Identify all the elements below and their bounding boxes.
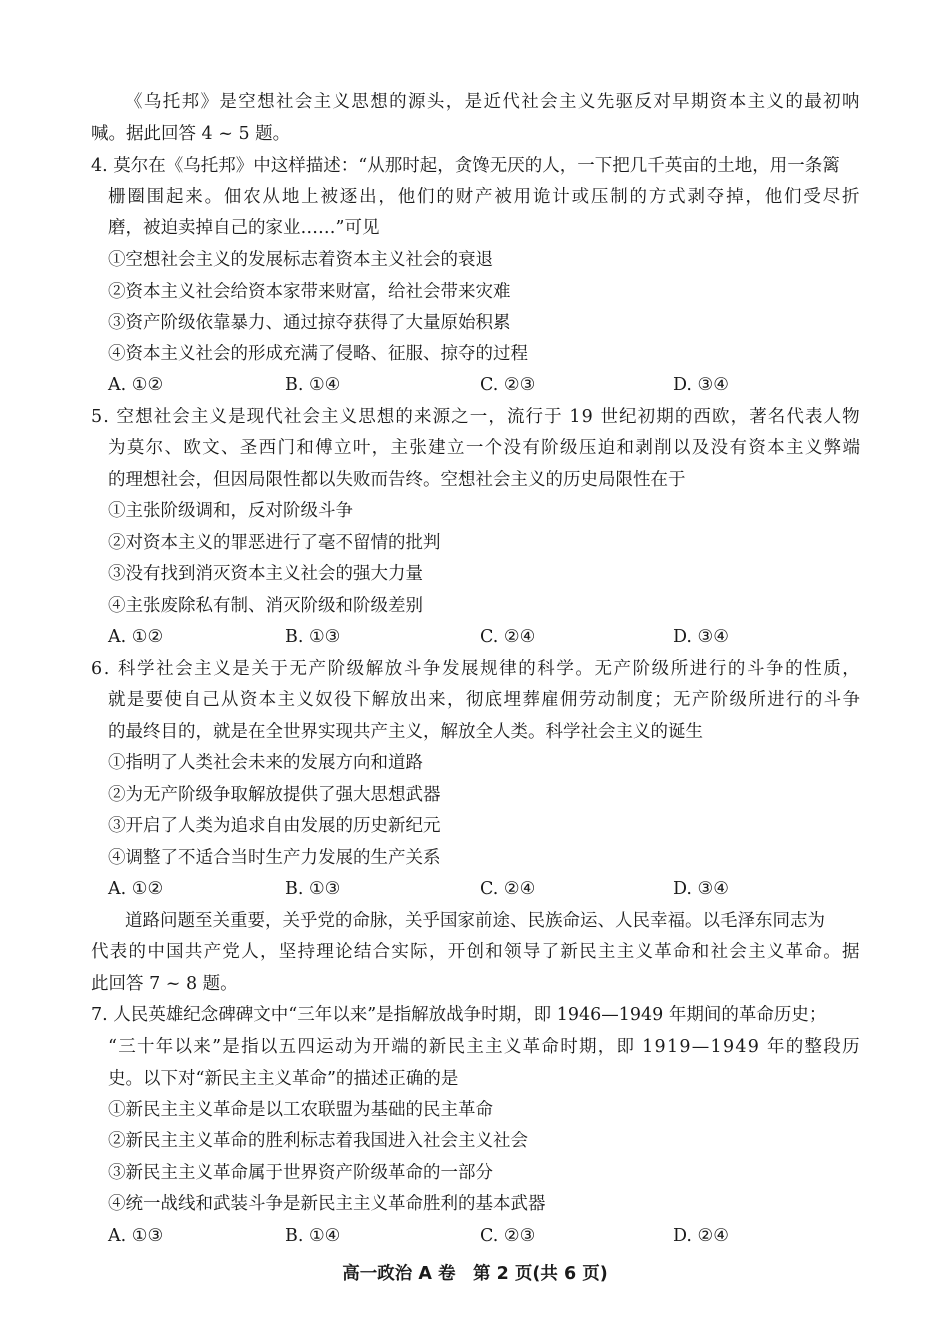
passage-7-8-line-2: 代表的中国共产党人，坚持理论结合实际，开创和领导了新民主主义革命和社会主义革命。据 bbox=[91, 942, 861, 962]
passage-4-5-line-1: 《乌托邦》是空想社会主义思想的源头，是近代社会主义先驱反对早期资本主义的最初呐 bbox=[125, 92, 861, 112]
q7-item-2: ②新民主主义革命的胜利标志着我国进入社会主义社会 bbox=[108, 1131, 528, 1151]
q5-item-1: ①主张阶级调和，反对阶级斗争 bbox=[108, 501, 353, 521]
q4-option-a: A. ①② bbox=[108, 375, 164, 395]
q6-item-3: ③开启了人类为追求自由发展的历史新纪元 bbox=[108, 816, 441, 836]
q6-options bbox=[0, 878, 950, 900]
passage-4-5-line-2: 喊。据此回答 4 ~ 5 题。 bbox=[91, 124, 291, 144]
q7-options bbox=[0, 1225, 950, 1247]
q4-item-1: ①空想社会主义的发展标志着资本主义社会的衰退 bbox=[108, 250, 493, 270]
q6-stem-line-1: 6. 科学社会主义是关于无产阶级解放斗争发展规律的科学。无产阶级所进行的斗争的性质， bbox=[91, 659, 862, 679]
q7-option-a: A. ①③ bbox=[108, 1226, 164, 1246]
q6-stem-line-2: 就是要使自己从资本主义奴役下解放出来，彻底埋葬雇佣劳动制度；无产阶级所进行的斗争 bbox=[108, 690, 862, 710]
q4-options bbox=[0, 374, 950, 396]
q4-stem-line-1: 4. 莫尔在《乌托邦》中这样描述：“从那时起，贪馋无厌的人，一下把几千英亩的土地，用一条篱 bbox=[91, 156, 840, 176]
q5-item-2: ②对资本主义的罪恶进行了毫不留情的批判 bbox=[108, 533, 441, 553]
q4-option-b: B. ①④ bbox=[285, 375, 341, 395]
q5-stem-line-2: 为莫尔、欧文、圣西门和傅立叶，主张建立一个没有阶级压迫和剥削以及没有资本主义弊端 bbox=[108, 438, 862, 458]
q7-option-d: D. ②④ bbox=[673, 1226, 729, 1246]
q4-item-4: ④资本主义社会的形成充满了侵略、征服、掠夺的过程 bbox=[108, 344, 528, 364]
q7-item-3: ③新民主主义革命属于世界资产阶级革命的一部分 bbox=[108, 1163, 493, 1183]
q7-option-c: C. ②③ bbox=[480, 1226, 536, 1246]
q7-option-b: B. ①④ bbox=[285, 1226, 341, 1246]
q5-option-c: C. ②④ bbox=[480, 627, 536, 647]
q4-option-c: C. ②③ bbox=[480, 375, 536, 395]
q5-options bbox=[0, 626, 950, 648]
q6-item-2: ②为无产阶级争取解放提供了强大思想武器 bbox=[108, 785, 441, 805]
q6-item-4: ④调整了不适合当时生产力发展的生产关系 bbox=[108, 848, 441, 868]
q6-option-a: A. ①② bbox=[108, 879, 164, 899]
q6-option-c: C. ②④ bbox=[480, 879, 536, 899]
q5-stem-line-3: 的理想社会，但因局限性都以失败而告终。空想社会主义的历史局限性在于 bbox=[108, 470, 686, 490]
page-footer: 高一政治 A 卷 第 2 页(共 6 页) bbox=[342, 1264, 608, 1284]
q6-option-b: B. ①③ bbox=[285, 879, 341, 899]
q5-stem-line-1: 5. 空想社会主义是现代社会主义思想的来源之一，流行于 19 世纪初期的西欧，著名代表人物 bbox=[91, 407, 861, 427]
q4-option-d: D. ③④ bbox=[673, 375, 729, 395]
passage-7-8-line-1: 道路问题至关重要，关乎党的命脉，关乎国家前途、民族命运、人民幸福。以毛泽东同志为 bbox=[125, 911, 825, 931]
q5-item-4: ④主张废除私有制、消灭阶级和阶级差别 bbox=[108, 596, 423, 616]
q6-stem-line-3: 的最终目的，就是在全世界实现共产主义，解放全人类。科学社会主义的诞生 bbox=[108, 722, 703, 742]
q7-item-4: ④统一战线和武装斗争是新民主主义革命胜利的基本武器 bbox=[108, 1194, 546, 1214]
q4-item-3: ③资产阶级依靠暴力、通过掠夺获得了大量原始积累 bbox=[108, 313, 511, 333]
q7-item-1: ①新民主主义革命是以工农联盟为基础的民主革命 bbox=[108, 1100, 493, 1120]
q5-option-a: A. ①② bbox=[108, 627, 164, 647]
q6-item-1: ①指明了人类社会未来的发展方向和道路 bbox=[108, 753, 423, 773]
q5-option-b: B. ①③ bbox=[285, 627, 341, 647]
q4-stem-line-2: 栅圈围起来。佃农从地上被逐出，他们的财产被用诡计或压制的方式剥夺掉，他们受尽折 bbox=[108, 187, 862, 207]
q7-stem-line-2: “三十年以来”是指以五四运动为开端的新民主主义革命时期，即 1919—1949 年的整段历 bbox=[108, 1037, 861, 1057]
q4-stem-line-3: 磨，被迫卖掉自己的家业……”可见 bbox=[108, 218, 380, 238]
q4-item-2: ②资本主义社会给资本家带来财富，给社会带来灾难 bbox=[108, 282, 511, 302]
q5-option-d: D. ③④ bbox=[673, 627, 729, 647]
q7-stem-line-1: 7. 人民英雄纪念碑碑文中“三年以来”是指解放战争时期，即 1946—1949 年期间的革命历史； bbox=[91, 1005, 827, 1025]
q5-item-3: ③没有找到消灭资本主义社会的强大力量 bbox=[108, 564, 423, 584]
passage-7-8-line-3: 此回答 7 ~ 8 题。 bbox=[91, 974, 238, 994]
q7-stem-line-3: 史。以下对“新民主主义革命”的描述正确的是 bbox=[108, 1069, 459, 1089]
q6-option-d: D. ③④ bbox=[673, 879, 729, 899]
